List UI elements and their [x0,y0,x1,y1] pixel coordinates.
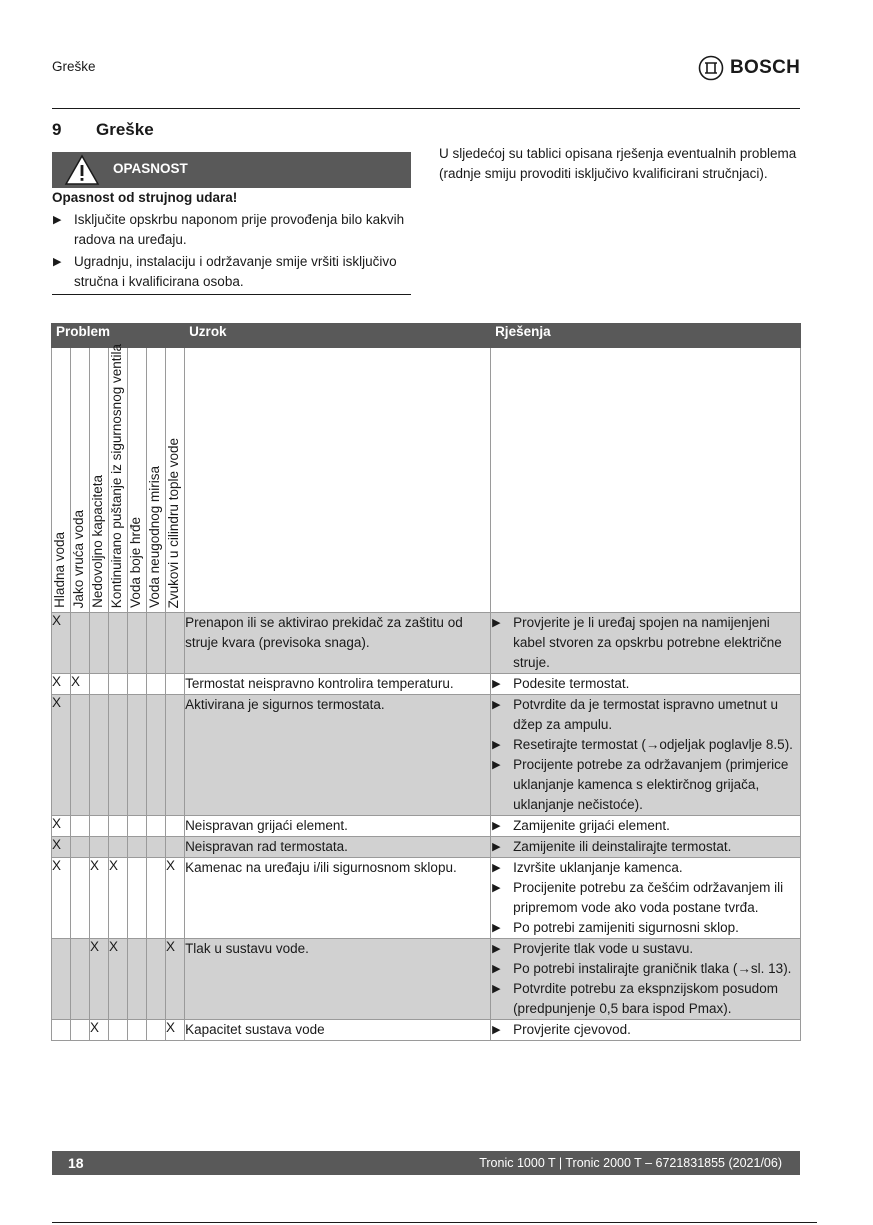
problem-mark [147,674,166,695]
header-cause: Uzrok [185,324,491,348]
solution-text: Potvrdite da je termostat ispravno umetnut u džep za ampulu. [513,697,778,732]
problem-column-label: Hladna voda [52,532,67,608]
problem-mark [147,1020,166,1041]
warning-triangle-icon [64,154,100,186]
bullet-arrow-icon: ▶ [492,882,501,894]
problem-mark [128,695,147,816]
header-solutions: Rješenja [491,324,801,348]
danger-item: ▶ Ugradnju, instalaciju i održavanje smije vršiti isključivo stručna i kvalificirana osoba. [53,254,397,289]
intro-paragraph: U sljedećoj su tablici opisana rješenja eventualnih problema (radnje smiju provoditi isključivo kvalificirani stručnjaci). [439,146,797,181]
bullet-arrow-icon: ▶ [492,678,501,690]
problem-mark [52,1020,71,1041]
problem-mark [71,837,90,858]
solution-item [491,735,800,755]
problem-mark: X [52,613,71,674]
solution-item [491,959,800,979]
problem-mark [128,837,147,858]
problem-mark: X [166,858,185,939]
table-row [52,613,801,674]
cause-cell: Aktivirana je sigurnos termostata. [185,695,491,816]
table-row [52,695,801,816]
problem-mark [147,837,166,858]
problem-mark [109,613,128,674]
bullet-arrow-icon: ▶ [492,617,501,629]
danger-rule [52,294,411,295]
problem-mark: X [52,837,71,858]
problem-mark [166,674,185,695]
solutions-cell [491,613,801,674]
table-row [52,674,801,695]
problem-mark: X [71,674,90,695]
brand-logo [698,55,800,81]
solution-item [491,695,800,735]
danger-label: OPASNOST [113,161,188,176]
cause-cell: Termostat neispravno kontrolira temperaturu. [185,674,491,695]
cause-column-blank [185,348,491,613]
solution-item [491,858,800,878]
problem-mark: X [52,674,71,695]
cause-cell: Neispravan rad termostata. [185,837,491,858]
solutions-cell [491,837,801,858]
solution-item [491,878,800,918]
solution-text: Potvrdite potrebu za ekspnzijskom posudom (predpunjenje 0,5 bara ispod Pmax). [513,981,778,1016]
problem-column-label: Nedovoljno kapaciteta [90,475,105,608]
problem-column-heading [52,348,71,613]
problem-column-label: Voda neugodnog mirisa [147,466,162,608]
problem-column-label: Kontinuirano puštanje iz sigurnosnog ventila [109,343,124,608]
danger-banner [52,152,411,188]
bullet-arrow-icon: ▶ [492,983,501,995]
solution-text: Po potrebi instalirajte graničnik tlaka (→sl. 13). [513,961,792,976]
problem-mark [147,613,166,674]
solutions-cell [491,816,801,837]
solution-text: Procijente potrebe za održavanjem (primjerice uklanjanje kamenca s elektirčnog grijača, uklanjanje nečistoće). [513,757,789,812]
bullet-arrow-icon: ▶ [492,862,501,874]
problem-mark [128,613,147,674]
problem-column-heading [128,348,147,613]
problem-mark: X [90,1020,109,1041]
solutions-cell [491,695,801,816]
danger-subtitle: Opasnost od strujnog udara! [52,190,238,205]
cause-cell: Kapacitet sustava vode [185,1020,491,1041]
bullet-arrow-icon: ▶ [492,759,501,771]
bullet-arrow-icon: ▶ [492,739,501,751]
solution-item [491,837,800,857]
problem-mark [109,674,128,695]
table-row [52,939,801,1020]
problem-mark: X [166,939,185,1020]
cause-cell: Kamenac na uređaju i/ili sigurnosnom sklopu. [185,858,491,939]
problem-mark: X [90,858,109,939]
problem-mark: X [109,939,128,1020]
bullet-arrow-icon: ▶ [492,699,501,711]
bullet-arrow-icon: ▶ [492,1024,501,1036]
problem-mark: X [52,695,71,816]
problem-column-heading [90,348,109,613]
cause-cell: Neispravan grijaći element. [185,816,491,837]
bosch-armature-icon [698,55,724,81]
header-rule [52,108,800,109]
bullet-arrow-icon: ▶ [492,841,501,853]
solutions-cell [491,858,801,939]
bottom-rule [52,1222,817,1223]
problem-mark [147,939,166,1020]
solution-item [491,979,800,1019]
solution-text: Provjerite tlak vode u sustavu. [513,941,694,956]
chapter-title: Greške [96,120,154,139]
problem-mark [128,816,147,837]
running-header: Greške [52,59,96,74]
solution-text: Provjerite je li uređaj spojen na namijenjeni kabel stvoren za opskrbu potrebne električne struje. [513,615,782,670]
solution-item [491,939,800,959]
solution-text: Provjerite cjevovod. [513,1022,631,1037]
problem-mark [71,858,90,939]
solution-text: Zamijenite ili deinstalirajte termostat. [513,839,732,854]
solution-text: Po potrebi zamijeniti sigurnosni sklop. [513,920,739,935]
table-header-row [52,324,801,348]
bullet-arrow-icon: ▶ [53,214,62,226]
solution-item [491,674,800,694]
solutions-column-blank [491,348,801,613]
bullet-arrow-icon: ▶ [492,922,501,934]
problem-mark [128,858,147,939]
problem-mark: X [90,939,109,1020]
solution-item [491,918,800,938]
problem-mark [90,674,109,695]
problem-column-heading [109,343,128,613]
table-row [52,837,801,858]
bullet-arrow-icon: ▶ [53,256,62,268]
bullet-arrow-icon: ▶ [492,820,501,832]
cause-cell: Tlak u sustavu vode. [185,939,491,1020]
solutions-cell [491,674,801,695]
problem-mark [90,837,109,858]
problem-mark: X [52,858,71,939]
problem-mark [128,939,147,1020]
solution-item [491,816,800,836]
problem-column-label: Jako vruća voda [71,509,86,608]
problem-mark [109,816,128,837]
page-number: 18 [68,1155,84,1171]
danger-instructions [52,210,411,294]
solution-text: Podesite termostat. [513,676,630,691]
problem-column-label: Zvukovi u cilindru tople vode [166,437,182,608]
problem-mark [166,816,185,837]
problem-mark [128,1020,147,1041]
solutions-cell [491,1020,801,1041]
solution-text: Procijenite potrebu za češćim održavanjem ili pripremom vode ako voda postane tvrđa. [513,880,784,915]
problem-mark [166,837,185,858]
problem-mark [109,695,128,816]
problem-mark: X [52,816,71,837]
problem-mark [71,695,90,816]
table-row [52,1020,801,1041]
solution-item [491,755,800,815]
solution-item [491,613,800,673]
problem-mark [71,816,90,837]
problem-column-heading [166,348,185,613]
header-problem: Problem [52,324,185,348]
solution-text: Zamijenite grijaći element. [513,818,670,833]
problem-column-heading [71,348,90,613]
document-id: Tronic 1000 T | Tronic 2000 T – 6721831855 (2021/06) [479,1156,782,1170]
problem-columns-row [52,348,801,613]
problem-mark [90,695,109,816]
problem-mark [147,695,166,816]
problem-mark [147,858,166,939]
problem-mark [109,837,128,858]
problem-mark [166,613,185,674]
problem-mark [90,613,109,674]
solution-text: Resetirajte termostat (→odjeljak poglavlje 8.5). [513,737,793,752]
chapter-number: 9 [52,120,62,139]
problem-mark [52,939,71,1020]
solutions-cell [491,939,801,1020]
bullet-arrow-icon: ▶ [492,963,501,975]
problem-mark [71,1020,90,1041]
problem-mark [71,939,90,1020]
footer-bar [52,1151,800,1175]
solution-text: Izvršite uklanjanje kamenca. [513,860,683,875]
problem-mark [166,695,185,816]
problem-mark: X [109,858,128,939]
problem-column-heading [147,348,166,613]
problem-mark [71,613,90,674]
problem-mark [109,1020,128,1041]
troubleshooting-table [51,323,801,1041]
table-row [52,816,801,837]
cause-cell: Prenapon ili se aktivirao prekidač za zaštitu od struje kvara (previsoka snaga). [185,613,491,674]
problem-mark [128,674,147,695]
solution-item [491,1020,800,1040]
problem-mark [147,816,166,837]
table-row [52,858,801,939]
problem-mark: X [166,1020,185,1041]
brand-name: BOSCH [730,57,801,78]
problem-column-label: Voda boje hrđe [128,517,143,608]
problem-mark [90,816,109,837]
danger-item: ▶ Isključite opskrbu naponom prije provođenja bilo kakvih radova na uređaju. [53,212,405,247]
bullet-arrow-icon: ▶ [492,943,501,955]
